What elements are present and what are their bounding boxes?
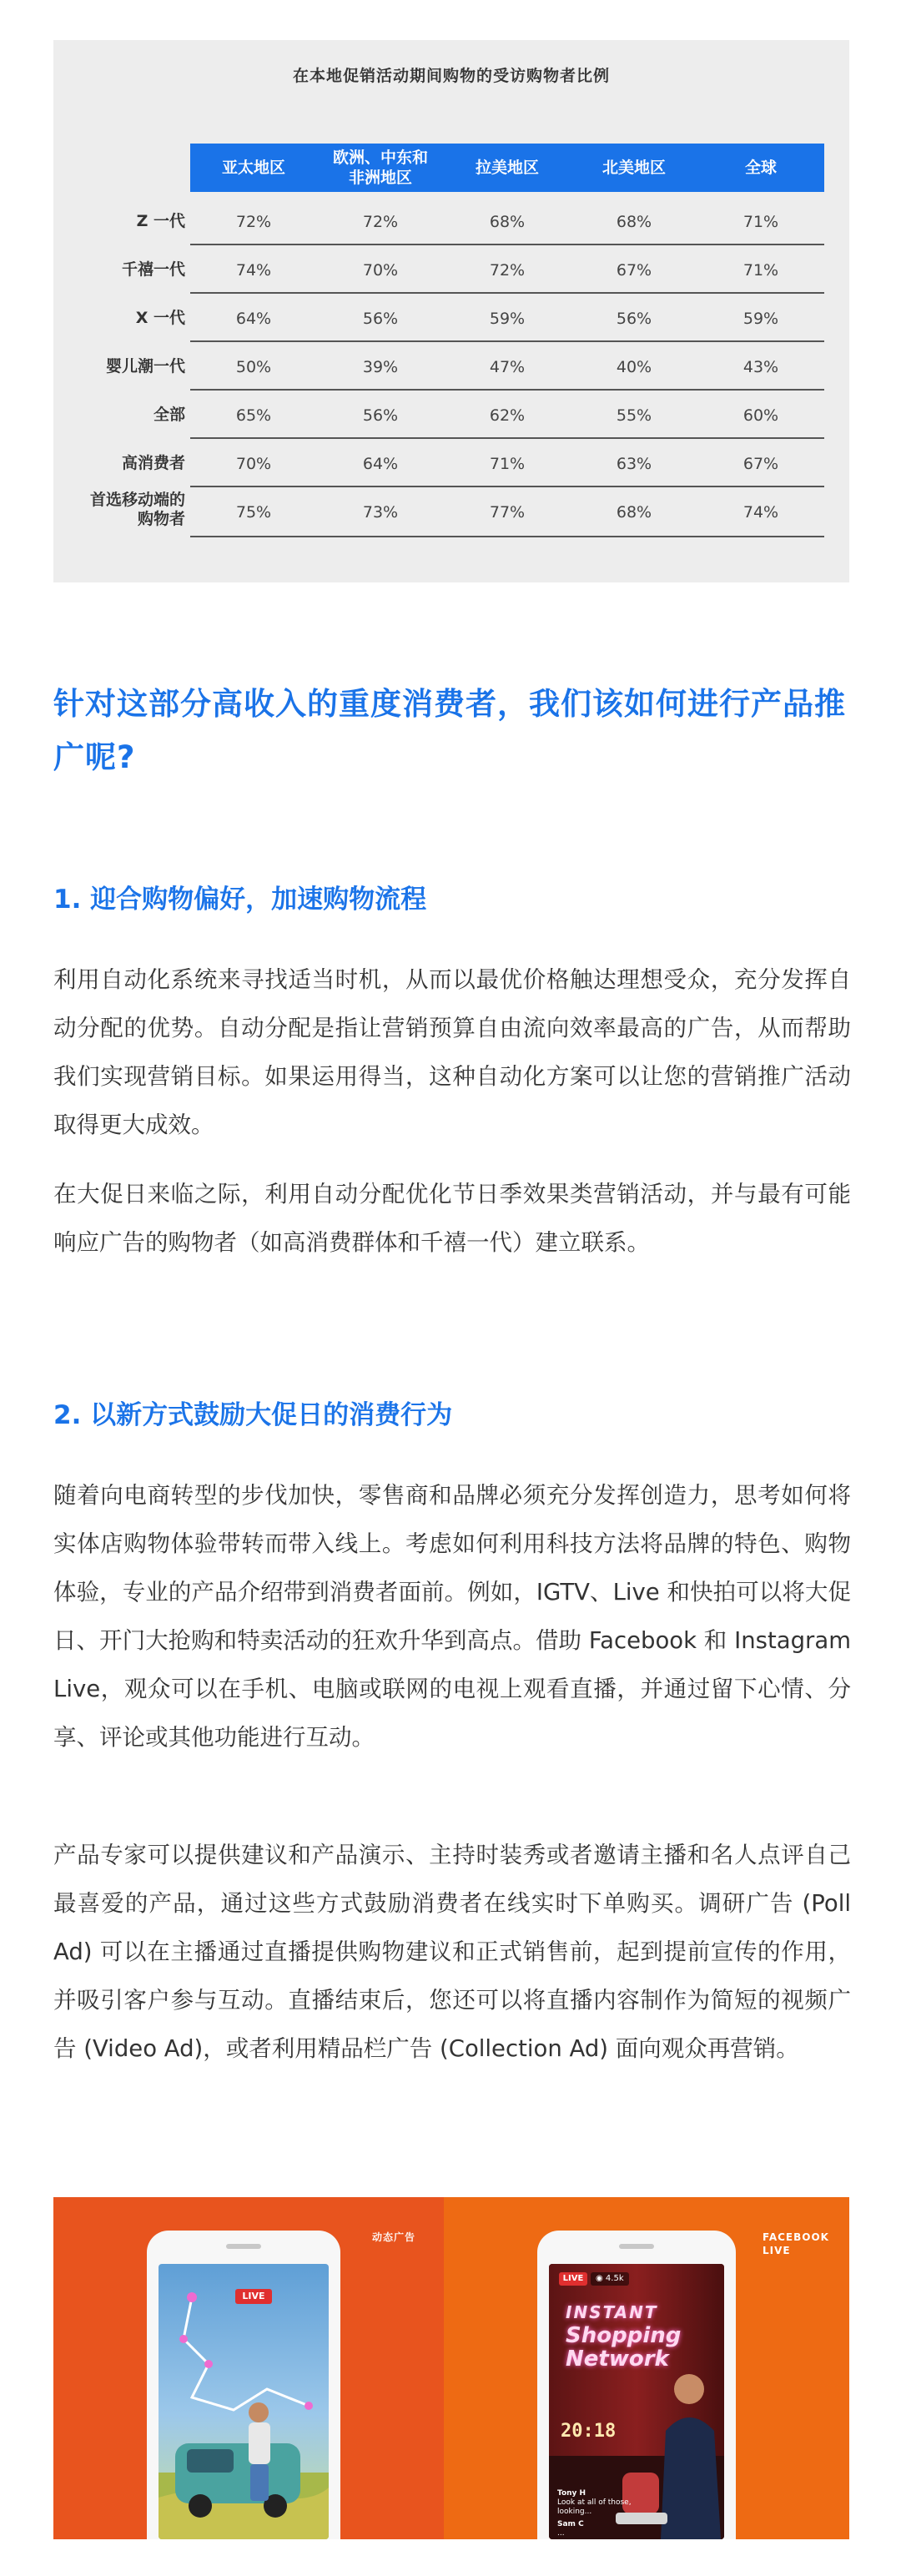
section1-title: 1. 迎合购物偏好，加速购物流程: [53, 885, 427, 915]
table-header-row: [190, 144, 824, 192]
table-row-mobile-first: [53, 487, 849, 537]
header-global: 全球: [744, 159, 777, 177]
table-row-millennials: [53, 245, 849, 294]
table-cell: 71%: [742, 213, 779, 231]
phone-screen-right: [549, 2264, 724, 2539]
section2-title: 2. 以新方式鼓励大促日的消费行为: [53, 1400, 453, 1430]
stage-clock: 20:18: [561, 2421, 617, 2442]
dynamic-ads-panel: [53, 2197, 444, 2539]
table-cell: 71%: [489, 455, 526, 473]
table-cell: 63%: [616, 455, 652, 473]
table-cell: 56%: [362, 310, 399, 328]
viewer-count: [591, 2272, 629, 2286]
table-cell: 71%: [742, 261, 779, 280]
section1-paragraph-1: 利用自动化系统来寻找适当时机，从而以最优价格触达理想受众，充分发挥自动分配的优势。自动分配是指让营销预算自由流向效率最高的广告，从而帮助我们实现营销目标。如果运用得当，这种自动化方案可以让您的营销推广活动取得更大成效。: [53, 966, 851, 1138]
header-north-america: 北美地区: [602, 159, 666, 177]
neon-line-2: Shopping: [566, 2323, 682, 2348]
table-cell: 47%: [489, 358, 526, 376]
eye-icon: ◉: [596, 2274, 603, 2283]
table-cell: 62%: [489, 406, 526, 425]
table-cell: 40%: [616, 358, 652, 376]
table-row-baby-boomers: [53, 342, 849, 391]
phone-mockup-left: [147, 2231, 340, 2539]
row-label: Z 一代: [136, 212, 185, 230]
table-cell: 65%: [235, 406, 272, 425]
table-cell: 75%: [235, 503, 272, 522]
table-cell: 55%: [616, 406, 652, 425]
table-cell: 72%: [235, 213, 272, 231]
table-cell: 50%: [235, 358, 272, 376]
header-apac: 亚太地区: [221, 159, 285, 177]
live-badge-left: LIVE: [235, 2289, 272, 2304]
table-row-high-spenders: [53, 439, 849, 487]
section1-paragraph-2: 在大促日来临之际，利用自动分配优化节日季效果类营销活动，并与最有可能响应广告的购物者（如高消费群体和千禧一代）建立联系。: [53, 1181, 851, 1256]
facebook-live-label: FACEBOOK LIVE: [763, 2231, 829, 2256]
table-cell: 43%: [742, 358, 779, 376]
row-label: 千禧一代: [121, 260, 185, 279]
facebook-live-panel: [444, 2197, 849, 2539]
table-cell: 68%: [616, 503, 652, 522]
table-cell: 72%: [362, 213, 399, 231]
table-cell: 67%: [616, 261, 652, 280]
neon-line-3: Network: [566, 2347, 669, 2372]
table-cell: 73%: [362, 503, 399, 522]
row-divider: [190, 536, 824, 537]
table-cell: 39%: [362, 358, 399, 376]
article-heading: 针对这部分高收入的重度消费者，我们该如何进行产品推广呢?: [53, 686, 846, 775]
row-label: 全部: [153, 406, 185, 424]
section2-paragraph-1: 随着向电商转型的步伐加快，零售商和品牌必须充分发挥创造力，思考如何将实体店购物体验带转而带入线上。考虑如何利用科技方法将品牌的特色、购物体验，专业的产品介绍带到消费者面前。例如，IGTV、Live 和快拍可以将大促日、开门大抢购和特卖活动的狂欢升华到高点。借助 Facebook 和 Instagram Live，观众可以在手机、电脑或联网的电视上观看直播，并通过留下心情、分享、评论或其他功能进行互动。: [53, 1482, 851, 1751]
table-cell: 68%: [489, 213, 526, 231]
comment-author: Sam C: [557, 2520, 584, 2528]
table-cell: 64%: [235, 310, 272, 328]
comment-text: ...: [557, 2529, 565, 2538]
survey-table-card: [53, 40, 849, 582]
ad-formats-image: [53, 2197, 849, 2539]
table-cell: 60%: [742, 406, 779, 425]
neon-line-1: INSTANT: [566, 2302, 658, 2322]
comment-author: Tony H: [557, 2489, 586, 2498]
table-cell: 64%: [362, 455, 399, 473]
table-cell: 59%: [742, 310, 779, 328]
table-cell: 59%: [489, 310, 526, 328]
phone-screen-left: [159, 2264, 329, 2539]
table-cell: 70%: [235, 455, 272, 473]
table-cell: 68%: [616, 213, 652, 231]
table-cell: 70%: [362, 261, 399, 280]
table-row-gen-x: [53, 294, 849, 342]
table-cell: 74%: [235, 261, 272, 280]
table-cell: 56%: [362, 406, 399, 425]
section2-paragraph-2: 产品专家可以提供建议和产品演示、主持时装秀或者邀请主播和名人点评自己最喜爱的产品，通过这些方式鼓励消费者在线实时下单购买。调研广告 (Poll Ad) 可以在主播通过直播提供购物建议和正式销售前，起到提前宣传的作用，并吸引客户参与互动。直播结束后，您还可以将直播内容制作为简短的视频广告 (Video Ad)，或者利用精品栏广告 (Collection Ad) 面向观众再营销。: [53, 1842, 851, 2062]
table-cell: 67%: [742, 455, 779, 473]
row-label: 首选移动端的 购物者: [89, 491, 185, 528]
live-comments: [557, 2489, 657, 2538]
viewer-count-value: 4.5k: [605, 2274, 624, 2283]
road-trip-photo: [159, 2264, 329, 2539]
phone-speaker: [226, 2244, 261, 2249]
comment-text: Look at all of those, looking...: [557, 2498, 632, 2516]
dynamic-ads-label: 动态广告: [372, 2231, 416, 2243]
neon-sign: [566, 2301, 716, 2371]
header-emea: 欧洲、中东和 非洲地区: [332, 149, 428, 187]
table-cell: 72%: [489, 261, 526, 280]
table-row-gen-z: [53, 197, 849, 245]
row-label: 高消费者: [121, 454, 185, 472]
phone-speaker: [619, 2244, 654, 2249]
table-cell: 74%: [742, 503, 779, 522]
table-cell: 56%: [616, 310, 652, 328]
row-label: X 一代: [135, 309, 185, 327]
table-title: 在本地促销活动期间购物的受访购物者比例: [292, 67, 610, 85]
table-row-all: [53, 391, 849, 439]
header-latam: 拉美地区: [475, 159, 539, 177]
phone-mockup-right: [537, 2231, 736, 2539]
table-cell: 77%: [489, 503, 526, 522]
live-badge-right: LIVE: [559, 2272, 587, 2286]
row-label: 婴儿潮一代: [105, 357, 185, 376]
